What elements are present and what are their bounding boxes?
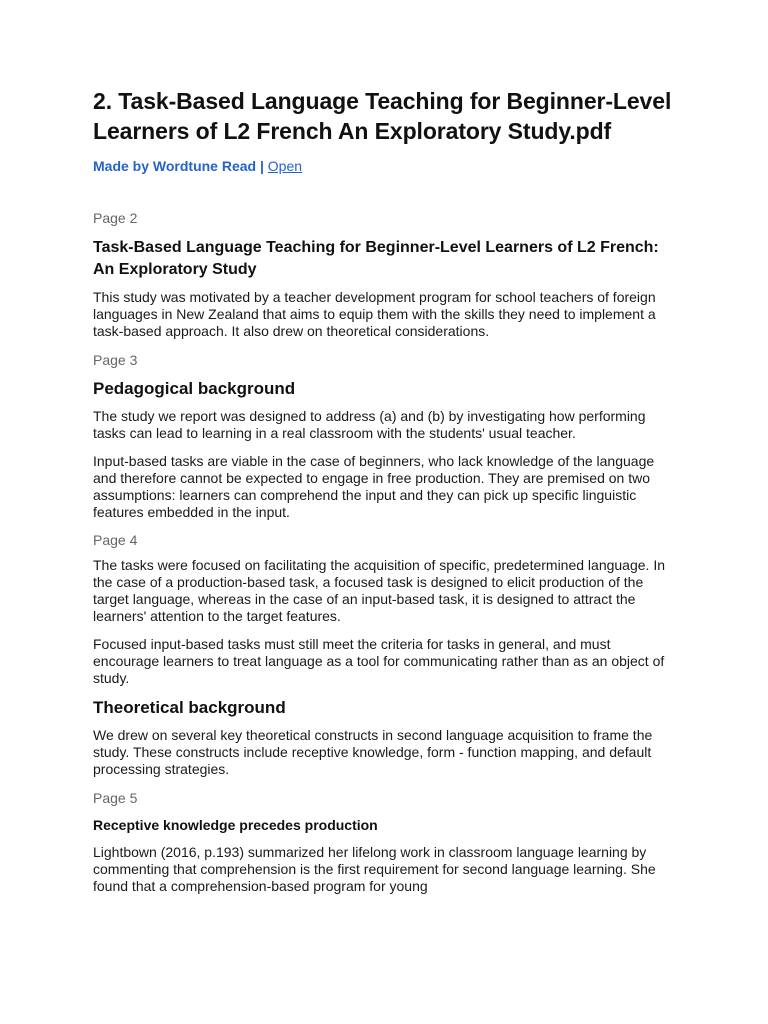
made-by-label: Made by Wordtune Read [93, 158, 257, 174]
page4-paragraph-1: The tasks were focused on facilitating the acquisition of specific, predetermined language. In the case of a production-based task, a focused task is designed to elicit production of the target language, whereas in the case of an input-based task, it is designed to attract the learners' attention to the target features. [93, 557, 665, 624]
page3-paragraph-1: The study we report was designed to address (a) and (b) by investigating how performing tasks can lead to learning in a real classroom with the students' usual teacher. [93, 408, 646, 441]
page4-paragraph-3: We drew on several key theoretical constructs in second language acquisition to frame the study. These constructs include receptive knowledge, form - function mapping, and default processing strategies. [93, 727, 653, 777]
page-marker-2: Page 2 [93, 210, 138, 226]
made-by-separator: | [259, 158, 264, 174]
pedagogical-background-heading: Pedagogical background [93, 379, 296, 398]
theoretical-background-heading: Theoretical background [93, 698, 286, 717]
study-title-heading: Task-Based Language Teaching for Beginner-Level Learners of L2 French: An Exploratory Study [93, 239, 659, 278]
page-marker-4: Page 4 [93, 532, 138, 548]
page-marker-5: Page 5 [93, 790, 138, 806]
page3-paragraph-2: Input-based tasks are viable in the case of beginners, who lack knowledge of the language and therefore cannot be expected to engage in free production. They are premised on two assumptions: learners can comprehend the input and they can pick up specific linguistic features embedded in the input. [93, 453, 655, 520]
page-marker-3: Page 3 [93, 352, 138, 368]
document-title: 2. Task-Based Language Teaching for Beginner-Level Learners of L2 French An Exploratory Study.pdf [93, 88, 672, 144]
page5-paragraph-1: Lightbown (2016, p.193) summarized her lifelong work in classroom language learning by commenting that comprehension is the first requirement for second language learning. She found that a comprehension-based program for young [93, 844, 656, 894]
made-by-line [93, 156, 676, 176]
receptive-knowledge-heading: Receptive knowledge precedes production [93, 817, 378, 833]
page4-paragraph-2: Focused input-based tasks must still meet the criteria for tasks in general, and must encourage learners to treat language as a tool for communicating rather than as an object of study. [93, 636, 665, 686]
page2-paragraph: This study was motivated by a teacher development program for school teachers of foreign languages in New Zealand that aims to equip them with the skills they need to implement a task-based approach. It also drew on theoretical considerations. [93, 289, 656, 339]
open-link[interactable]: Open [267, 158, 303, 174]
